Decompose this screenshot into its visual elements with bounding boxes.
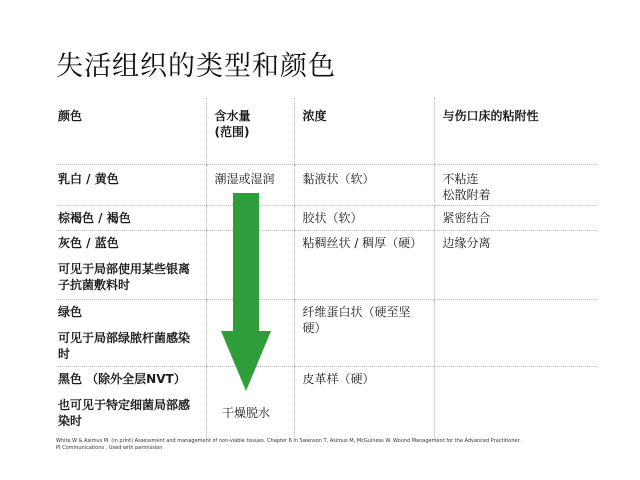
- cell-adherence-line1: 不粘连: [442, 172, 479, 186]
- cell-consistency: 黏液状（软）: [294, 165, 434, 206]
- table-row: [56, 206, 596, 231]
- cell-color: 棕褐色 / 褐色: [56, 206, 206, 231]
- cell-color: [56, 367, 206, 440]
- cell-consistency: 纤维蛋白状（硬至坚硬）: [294, 300, 434, 367]
- table-header-row: [56, 98, 596, 165]
- cell-adherence: 边缘分离: [434, 231, 596, 300]
- table-row: [56, 231, 596, 300]
- cell-adherence: 紧密结合: [434, 206, 596, 231]
- citation: White W & Asimus M. (in print) Assessment and management of non-viable tissues. Chapter 6 in Swanson T, Asimus M, McGuiness W. Wound Management for the Advanced Practitioner. PI Communications . Used with permission: [56, 438, 521, 451]
- table-row: [56, 165, 596, 206]
- cell-consistency: 皮革样（硬）: [294, 367, 434, 440]
- tissue-table: [56, 98, 596, 439]
- header-color: 颜色: [56, 98, 206, 165]
- cell-adherence: [434, 367, 596, 440]
- header-moisture-line1: 含水量: [214, 109, 251, 123]
- table-row: [56, 300, 596, 367]
- header-moisture-line2: (范围): [214, 125, 250, 139]
- cell-color-note: 也可见于特定细菌局部感染时: [58, 398, 191, 428]
- table-row: [56, 367, 596, 440]
- cell-color-label: 黑色 （除外全层NVT）: [58, 372, 186, 386]
- cell-color-note: 可见于局部绿脓杆菌感染时: [58, 331, 191, 361]
- cell-adherence-line2: 松散附着: [442, 188, 491, 202]
- cell-color-note: 可见于局部使用某些银离子抗菌敷料时: [58, 262, 191, 292]
- header-moisture: [206, 98, 294, 165]
- page-title: 失活组织的类型和颜色: [56, 51, 336, 82]
- cell-color: [56, 231, 206, 300]
- down-arrow-icon: [221, 193, 271, 393]
- cell-consistency: 胶状（软）: [294, 206, 434, 231]
- cell-adherence: [434, 165, 596, 206]
- cell-color: [56, 300, 206, 367]
- arrow-label: 干燥脱水: [222, 406, 271, 420]
- cell-color-label: 灰色 / 蓝色: [58, 236, 119, 250]
- header-consistency: 浓度: [294, 98, 434, 165]
- cell-color: 乳白 / 黄色: [56, 165, 206, 206]
- cell-moisture: 潮湿或湿润: [206, 165, 294, 206]
- cell-adherence: [434, 300, 596, 367]
- header-adherence: 与伤口床的粘附性: [434, 98, 596, 165]
- cell-color-label: 绿色: [58, 305, 83, 319]
- cell-consistency: 粘稠丝状 / 稠厚（硬）: [294, 231, 434, 300]
